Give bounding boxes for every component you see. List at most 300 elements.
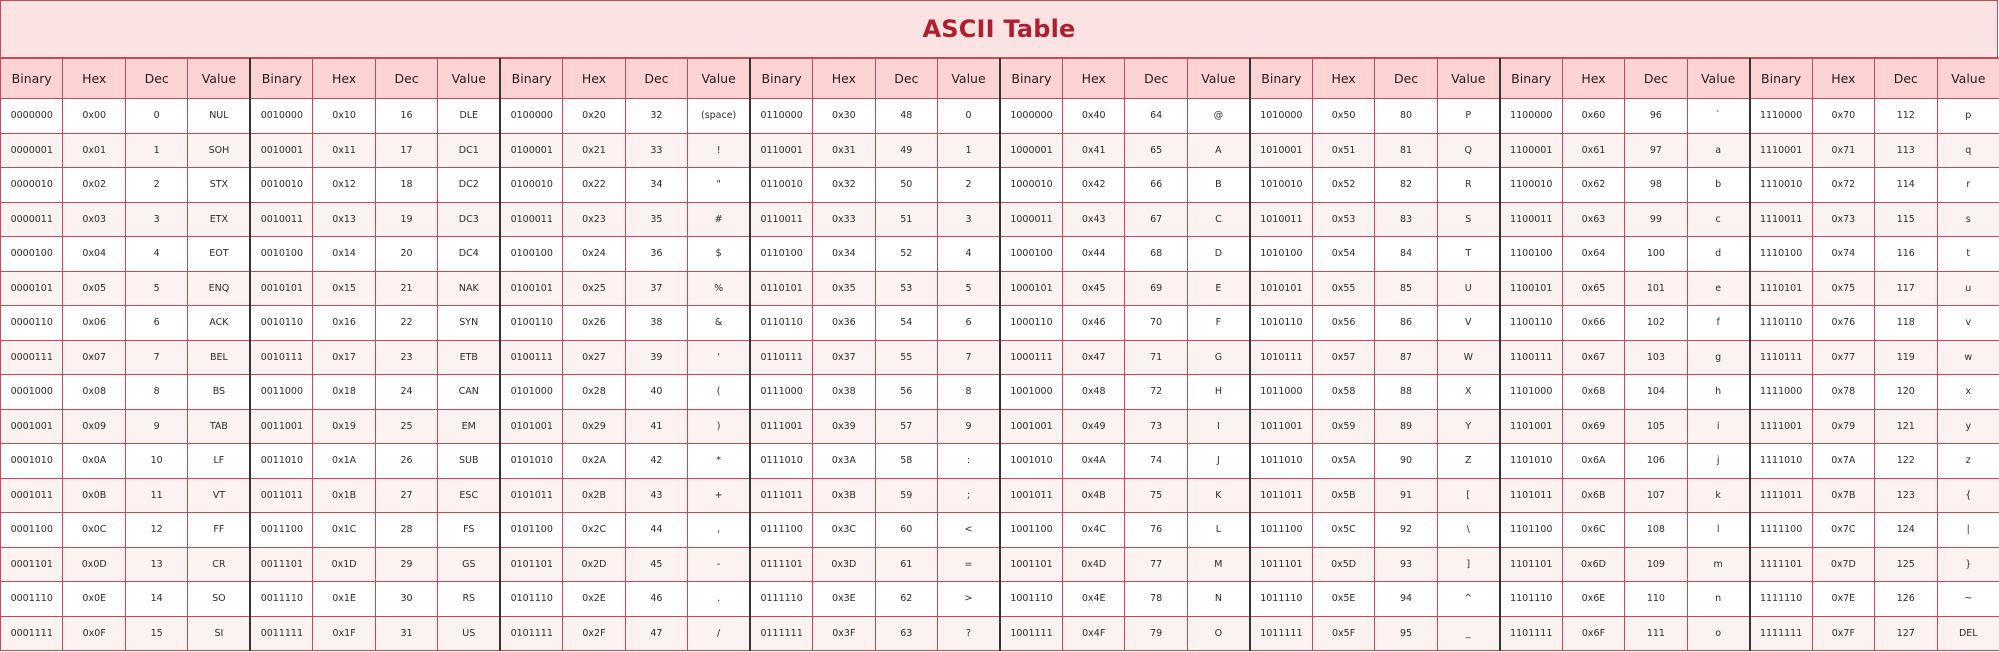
cell-hex: 0x20 bbox=[563, 99, 625, 134]
cell-binary: 1011001 bbox=[1250, 409, 1312, 444]
cell-value: C bbox=[1187, 202, 1249, 237]
cell-hex: 0x39 bbox=[813, 409, 875, 444]
cell-value: 5 bbox=[938, 271, 1000, 306]
cell-dec: 81 bbox=[1375, 133, 1437, 168]
cell-value: SYN bbox=[438, 306, 500, 341]
cell-hex: 0x2C bbox=[563, 513, 625, 548]
cell-binary: 1100100 bbox=[1500, 237, 1562, 272]
cell-binary: 1000000 bbox=[1000, 99, 1062, 134]
cell-dec: 17 bbox=[375, 133, 437, 168]
cell-dec: 70 bbox=[1125, 306, 1187, 341]
cell-value: Z bbox=[1437, 444, 1499, 479]
cell-dec: 50 bbox=[875, 168, 937, 203]
cell-dec: 90 bbox=[1375, 444, 1437, 479]
cell-dec: 57 bbox=[875, 409, 937, 444]
cell-dec: 99 bbox=[1625, 202, 1687, 237]
cell-value: c bbox=[1687, 202, 1749, 237]
column-header-value: Value bbox=[688, 59, 750, 99]
cell-hex: 0x77 bbox=[1812, 340, 1874, 375]
cell-hex: 0x6F bbox=[1562, 616, 1624, 651]
cell-dec: 3 bbox=[125, 202, 187, 237]
cell-value: SOH bbox=[188, 133, 250, 168]
cell-binary: 1010111 bbox=[1250, 340, 1312, 375]
cell-binary: 1111010 bbox=[1750, 444, 1812, 479]
cell-hex: 0x46 bbox=[1062, 306, 1124, 341]
cell-hex: 0x56 bbox=[1312, 306, 1374, 341]
cell-binary: 0100110 bbox=[500, 306, 562, 341]
cell-value: 4 bbox=[938, 237, 1000, 272]
cell-value: t bbox=[1937, 237, 1999, 272]
cell-hex: 0x3F bbox=[813, 616, 875, 651]
title-bar bbox=[0, 0, 1998, 58]
cell-value: n bbox=[1687, 582, 1749, 617]
cell-value: i bbox=[1687, 409, 1749, 444]
cell-dec: 122 bbox=[1875, 444, 1937, 479]
cell-dec: 54 bbox=[875, 306, 937, 341]
cell-binary: 0010000 bbox=[250, 99, 312, 134]
cell-binary: 1010001 bbox=[1250, 133, 1312, 168]
cell-binary: 0011000 bbox=[250, 375, 312, 410]
table-row bbox=[1, 513, 1999, 548]
cell-dec: 126 bbox=[1875, 582, 1937, 617]
cell-binary: 0011100 bbox=[250, 513, 312, 548]
column-header-binary: Binary bbox=[750, 59, 812, 99]
cell-dec: 76 bbox=[1125, 513, 1187, 548]
cell-binary: 0001001 bbox=[1, 409, 63, 444]
cell-hex: 0x57 bbox=[1312, 340, 1374, 375]
cell-binary: 0011010 bbox=[250, 444, 312, 479]
cell-dec: 24 bbox=[375, 375, 437, 410]
cell-value: b bbox=[1687, 168, 1749, 203]
table-row bbox=[1, 375, 1999, 410]
cell-binary: 1010000 bbox=[1250, 99, 1312, 134]
cell-dec: 127 bbox=[1875, 616, 1937, 651]
cell-value: u bbox=[1937, 271, 1999, 306]
cell-value: US bbox=[438, 616, 500, 651]
cell-hex: 0x3E bbox=[813, 582, 875, 617]
cell-hex: 0x61 bbox=[1562, 133, 1624, 168]
cell-binary: 1111001 bbox=[1750, 409, 1812, 444]
cell-hex: 0x18 bbox=[313, 375, 375, 410]
cell-value: DLE bbox=[438, 99, 500, 134]
cell-value: O bbox=[1187, 616, 1249, 651]
cell-value: STX bbox=[188, 168, 250, 203]
cell-binary: 0101010 bbox=[500, 444, 562, 479]
cell-binary: 0110000 bbox=[750, 99, 812, 134]
column-header-dec: Dec bbox=[1875, 59, 1937, 99]
cell-dec: 88 bbox=[1375, 375, 1437, 410]
cell-binary: 0000000 bbox=[1, 99, 63, 134]
table-row bbox=[1, 168, 1999, 203]
cell-hex: 0x0A bbox=[63, 444, 125, 479]
cell-hex: 0x42 bbox=[1062, 168, 1124, 203]
column-header-binary: Binary bbox=[1, 59, 63, 99]
cell-binary: 1101111 bbox=[1500, 616, 1562, 651]
cell-binary: 1001110 bbox=[1000, 582, 1062, 617]
header-row bbox=[1, 59, 1999, 99]
column-header-hex: Hex bbox=[1562, 59, 1624, 99]
cell-dec: 4 bbox=[125, 237, 187, 272]
cell-hex: 0x5B bbox=[1312, 478, 1374, 513]
cell-dec: 96 bbox=[1625, 99, 1687, 134]
cell-dec: 41 bbox=[625, 409, 687, 444]
cell-hex: 0x0E bbox=[63, 582, 125, 617]
cell-hex: 0x14 bbox=[313, 237, 375, 272]
cell-dec: 101 bbox=[1625, 271, 1687, 306]
column-header-dec: Dec bbox=[125, 59, 187, 99]
cell-dec: 64 bbox=[1125, 99, 1187, 134]
cell-hex: 0x2D bbox=[563, 547, 625, 582]
cell-hex: 0x30 bbox=[813, 99, 875, 134]
cell-binary: 0111110 bbox=[750, 582, 812, 617]
cell-dec: 21 bbox=[375, 271, 437, 306]
cell-value: = bbox=[938, 547, 1000, 582]
cell-binary: 1011110 bbox=[1250, 582, 1312, 617]
cell-hex: 0x22 bbox=[563, 168, 625, 203]
cell-value: a bbox=[1687, 133, 1749, 168]
cell-dec: 69 bbox=[1125, 271, 1187, 306]
cell-binary: 1110010 bbox=[1750, 168, 1812, 203]
cell-binary: 0001011 bbox=[1, 478, 63, 513]
cell-binary: 0000011 bbox=[1, 202, 63, 237]
table-row bbox=[1, 202, 1999, 237]
cell-hex: 0x67 bbox=[1562, 340, 1624, 375]
cell-binary: 0110001 bbox=[750, 133, 812, 168]
cell-binary: 1000111 bbox=[1000, 340, 1062, 375]
column-header-binary: Binary bbox=[500, 59, 562, 99]
table-row bbox=[1, 547, 1999, 582]
cell-hex: 0x1E bbox=[313, 582, 375, 617]
cell-dec: 45 bbox=[625, 547, 687, 582]
cell-hex: 0x12 bbox=[313, 168, 375, 203]
column-header-value: Value bbox=[1437, 59, 1499, 99]
cell-binary: 1000101 bbox=[1000, 271, 1062, 306]
cell-value: ) bbox=[688, 409, 750, 444]
cell-value: ! bbox=[688, 133, 750, 168]
cell-value: ENQ bbox=[188, 271, 250, 306]
cell-hex: 0x40 bbox=[1062, 99, 1124, 134]
cell-hex: 0x5F bbox=[1312, 616, 1374, 651]
cell-hex: 0x60 bbox=[1562, 99, 1624, 134]
column-header-hex: Hex bbox=[563, 59, 625, 99]
cell-value: q bbox=[1937, 133, 1999, 168]
cell-hex: 0x47 bbox=[1062, 340, 1124, 375]
cell-hex: 0x38 bbox=[813, 375, 875, 410]
table-row bbox=[1, 99, 1999, 134]
cell-dec: 112 bbox=[1875, 99, 1937, 134]
cell-hex: 0x19 bbox=[313, 409, 375, 444]
cell-binary: 1011000 bbox=[1250, 375, 1312, 410]
column-header-value: Value bbox=[938, 59, 1000, 99]
cell-hex: 0x72 bbox=[1812, 168, 1874, 203]
cell-binary: 1101101 bbox=[1500, 547, 1562, 582]
cell-hex: 0x1A bbox=[313, 444, 375, 479]
cell-hex: 0x78 bbox=[1812, 375, 1874, 410]
cell-binary: 1011111 bbox=[1250, 616, 1312, 651]
cell-dec: 18 bbox=[375, 168, 437, 203]
column-header-dec: Dec bbox=[375, 59, 437, 99]
cell-value: EOT bbox=[188, 237, 250, 272]
cell-binary: 1100111 bbox=[1500, 340, 1562, 375]
cell-dec: 66 bbox=[1125, 168, 1187, 203]
cell-binary: 1111111 bbox=[1750, 616, 1812, 651]
cell-hex: 0x4F bbox=[1062, 616, 1124, 651]
cell-dec: 48 bbox=[875, 99, 937, 134]
cell-value: (space) bbox=[688, 99, 750, 134]
cell-dec: 44 bbox=[625, 513, 687, 548]
cell-dec: 115 bbox=[1875, 202, 1937, 237]
cell-binary: 0110011 bbox=[750, 202, 812, 237]
cell-hex: 0x55 bbox=[1312, 271, 1374, 306]
cell-binary: 0101001 bbox=[500, 409, 562, 444]
cell-hex: 0x7A bbox=[1812, 444, 1874, 479]
cell-binary: 1100001 bbox=[1500, 133, 1562, 168]
cell-binary: 0010110 bbox=[250, 306, 312, 341]
cell-dec: 108 bbox=[1625, 513, 1687, 548]
cell-binary: 0010010 bbox=[250, 168, 312, 203]
cell-dec: 113 bbox=[1875, 133, 1937, 168]
cell-value: < bbox=[938, 513, 1000, 548]
table-row bbox=[1, 237, 1999, 272]
cell-hex: 0x71 bbox=[1812, 133, 1874, 168]
cell-binary: 0100100 bbox=[500, 237, 562, 272]
cell-dec: 95 bbox=[1375, 616, 1437, 651]
cell-dec: 123 bbox=[1875, 478, 1937, 513]
cell-hex: 0x32 bbox=[813, 168, 875, 203]
cell-value: S bbox=[1437, 202, 1499, 237]
table-row bbox=[1, 133, 1999, 168]
cell-dec: 35 bbox=[625, 202, 687, 237]
column-header-dec: Dec bbox=[1625, 59, 1687, 99]
cell-dec: 47 bbox=[625, 616, 687, 651]
cell-binary: 1100010 bbox=[1500, 168, 1562, 203]
ascii-table bbox=[0, 58, 1999, 651]
cell-hex: 0x62 bbox=[1562, 168, 1624, 203]
cell-hex: 0x68 bbox=[1562, 375, 1624, 410]
cell-dec: 105 bbox=[1625, 409, 1687, 444]
cell-binary: 1011010 bbox=[1250, 444, 1312, 479]
cell-binary: 0111100 bbox=[750, 513, 812, 548]
cell-binary: 1111000 bbox=[1750, 375, 1812, 410]
cell-hex: 0x02 bbox=[63, 168, 125, 203]
cell-value: GS bbox=[438, 547, 500, 582]
cell-value: + bbox=[688, 478, 750, 513]
cell-value: f bbox=[1687, 306, 1749, 341]
cell-dec: 31 bbox=[375, 616, 437, 651]
table-row bbox=[1, 444, 1999, 479]
cell-hex: 0x69 bbox=[1562, 409, 1624, 444]
cell-value: x bbox=[1937, 375, 1999, 410]
cell-value: [ bbox=[1437, 478, 1499, 513]
cell-binary: 1100110 bbox=[1500, 306, 1562, 341]
cell-dec: 10 bbox=[125, 444, 187, 479]
cell-binary: 1101100 bbox=[1500, 513, 1562, 548]
cell-value: , bbox=[688, 513, 750, 548]
cell-binary: 0000101 bbox=[1, 271, 63, 306]
cell-dec: 100 bbox=[1625, 237, 1687, 272]
cell-binary: 0001100 bbox=[1, 513, 63, 548]
cell-hex: 0x4A bbox=[1062, 444, 1124, 479]
cell-value: > bbox=[938, 582, 1000, 617]
cell-dec: 125 bbox=[1875, 547, 1937, 582]
cell-binary: 1101110 bbox=[1500, 582, 1562, 617]
cell-binary: 0011011 bbox=[250, 478, 312, 513]
cell-dec: 52 bbox=[875, 237, 937, 272]
column-header-binary: Binary bbox=[1750, 59, 1812, 99]
cell-value: o bbox=[1687, 616, 1749, 651]
column-header-hex: Hex bbox=[813, 59, 875, 99]
cell-hex: 0x26 bbox=[563, 306, 625, 341]
cell-binary: 1001010 bbox=[1000, 444, 1062, 479]
cell-hex: 0x63 bbox=[1562, 202, 1624, 237]
cell-binary: 1110111 bbox=[1750, 340, 1812, 375]
cell-hex: 0x2B bbox=[563, 478, 625, 513]
cell-dec: 62 bbox=[875, 582, 937, 617]
cell-dec: 103 bbox=[1625, 340, 1687, 375]
cell-hex: 0x07 bbox=[63, 340, 125, 375]
cell-hex: 0x3D bbox=[813, 547, 875, 582]
cell-dec: 7 bbox=[125, 340, 187, 375]
cell-dec: 107 bbox=[1625, 478, 1687, 513]
cell-hex: 0x15 bbox=[313, 271, 375, 306]
cell-hex: 0x24 bbox=[563, 237, 625, 272]
cell-dec: 85 bbox=[1375, 271, 1437, 306]
cell-value: NAK bbox=[438, 271, 500, 306]
cell-hex: 0x53 bbox=[1312, 202, 1374, 237]
cell-hex: 0x37 bbox=[813, 340, 875, 375]
cell-binary: 0001111 bbox=[1, 616, 63, 651]
cell-value: EM bbox=[438, 409, 500, 444]
cell-hex: 0x79 bbox=[1812, 409, 1874, 444]
cell-hex: 0x58 bbox=[1312, 375, 1374, 410]
cell-value: F bbox=[1187, 306, 1249, 341]
cell-hex: 0x08 bbox=[63, 375, 125, 410]
cell-value: LF bbox=[188, 444, 250, 479]
cell-dec: 0 bbox=[125, 99, 187, 134]
cell-hex: 0x50 bbox=[1312, 99, 1374, 134]
cell-hex: 0x1F bbox=[313, 616, 375, 651]
cell-value: d bbox=[1687, 237, 1749, 272]
cell-binary: 0100000 bbox=[500, 99, 562, 134]
cell-binary: 0111000 bbox=[750, 375, 812, 410]
cell-dec: 30 bbox=[375, 582, 437, 617]
cell-dec: 63 bbox=[875, 616, 937, 651]
cell-dec: 6 bbox=[125, 306, 187, 341]
cell-hex: 0x2A bbox=[563, 444, 625, 479]
cell-binary: 1011101 bbox=[1250, 547, 1312, 582]
cell-value: NUL bbox=[188, 99, 250, 134]
column-header-binary: Binary bbox=[1500, 59, 1562, 99]
cell-value: w bbox=[1937, 340, 1999, 375]
column-header-dec: Dec bbox=[1375, 59, 1437, 99]
cell-hex: 0x0F bbox=[63, 616, 125, 651]
cell-binary: 0101100 bbox=[500, 513, 562, 548]
cell-hex: 0x1C bbox=[313, 513, 375, 548]
cell-value: ? bbox=[938, 616, 1000, 651]
cell-binary: 1110000 bbox=[1750, 99, 1812, 134]
cell-binary: 1110001 bbox=[1750, 133, 1812, 168]
cell-binary: 0000010 bbox=[1, 168, 63, 203]
cell-value: . bbox=[688, 582, 750, 617]
cell-hex: 0x64 bbox=[1562, 237, 1624, 272]
cell-dec: 116 bbox=[1875, 237, 1937, 272]
cell-value: # bbox=[688, 202, 750, 237]
table-row bbox=[1, 616, 1999, 651]
cell-binary: 0010101 bbox=[250, 271, 312, 306]
cell-dec: 43 bbox=[625, 478, 687, 513]
cell-value: BS bbox=[188, 375, 250, 410]
cell-binary: 0000001 bbox=[1, 133, 63, 168]
cell-value: FS bbox=[438, 513, 500, 548]
cell-hex: 0x36 bbox=[813, 306, 875, 341]
cell-value: z bbox=[1937, 444, 1999, 479]
cell-value: $ bbox=[688, 237, 750, 272]
cell-binary: 0011111 bbox=[250, 616, 312, 651]
column-header-dec: Dec bbox=[625, 59, 687, 99]
cell-dec: 114 bbox=[1875, 168, 1937, 203]
cell-binary: 0000111 bbox=[1, 340, 63, 375]
cell-binary: 0100001 bbox=[500, 133, 562, 168]
cell-hex: 0x52 bbox=[1312, 168, 1374, 203]
cell-hex: 0x06 bbox=[63, 306, 125, 341]
cell-value: VT bbox=[188, 478, 250, 513]
cell-binary: 0010111 bbox=[250, 340, 312, 375]
cell-hex: 0x3A bbox=[813, 444, 875, 479]
cell-hex: 0x13 bbox=[313, 202, 375, 237]
cell-hex: 0x0B bbox=[63, 478, 125, 513]
cell-value: SO bbox=[188, 582, 250, 617]
cell-binary: 1001001 bbox=[1000, 409, 1062, 444]
cell-binary: 1000100 bbox=[1000, 237, 1062, 272]
cell-dec: 8 bbox=[125, 375, 187, 410]
cell-binary: 0111111 bbox=[750, 616, 812, 651]
cell-binary: 0010011 bbox=[250, 202, 312, 237]
cell-binary: 0101110 bbox=[500, 582, 562, 617]
cell-binary: 1001000 bbox=[1000, 375, 1062, 410]
cell-dec: 53 bbox=[875, 271, 937, 306]
cell-hex: 0x16 bbox=[313, 306, 375, 341]
cell-value: ^ bbox=[1437, 582, 1499, 617]
cell-value: ; bbox=[938, 478, 1000, 513]
cell-binary: 1001100 bbox=[1000, 513, 1062, 548]
cell-hex: 0x4B bbox=[1062, 478, 1124, 513]
cell-binary: 1100101 bbox=[1500, 271, 1562, 306]
cell-dec: 56 bbox=[875, 375, 937, 410]
column-header-binary: Binary bbox=[250, 59, 312, 99]
column-header-hex: Hex bbox=[313, 59, 375, 99]
cell-value: & bbox=[688, 306, 750, 341]
cell-binary: 1000110 bbox=[1000, 306, 1062, 341]
cell-dec: 98 bbox=[1625, 168, 1687, 203]
cell-hex: 0x73 bbox=[1812, 202, 1874, 237]
cell-value: 8 bbox=[938, 375, 1000, 410]
cell-binary: 1000010 bbox=[1000, 168, 1062, 203]
cell-hex: 0x0C bbox=[63, 513, 125, 548]
cell-value: P bbox=[1437, 99, 1499, 134]
cell-hex: 0x31 bbox=[813, 133, 875, 168]
cell-value: N bbox=[1187, 582, 1249, 617]
cell-dec: 49 bbox=[875, 133, 937, 168]
column-header-binary: Binary bbox=[1000, 59, 1062, 99]
cell-dec: 118 bbox=[1875, 306, 1937, 341]
cell-value: 7 bbox=[938, 340, 1000, 375]
cell-value: J bbox=[1187, 444, 1249, 479]
cell-dec: 25 bbox=[375, 409, 437, 444]
cell-hex: 0x7F bbox=[1812, 616, 1874, 651]
cell-dec: 104 bbox=[1625, 375, 1687, 410]
cell-binary: 1101011 bbox=[1500, 478, 1562, 513]
cell-dec: 94 bbox=[1375, 582, 1437, 617]
